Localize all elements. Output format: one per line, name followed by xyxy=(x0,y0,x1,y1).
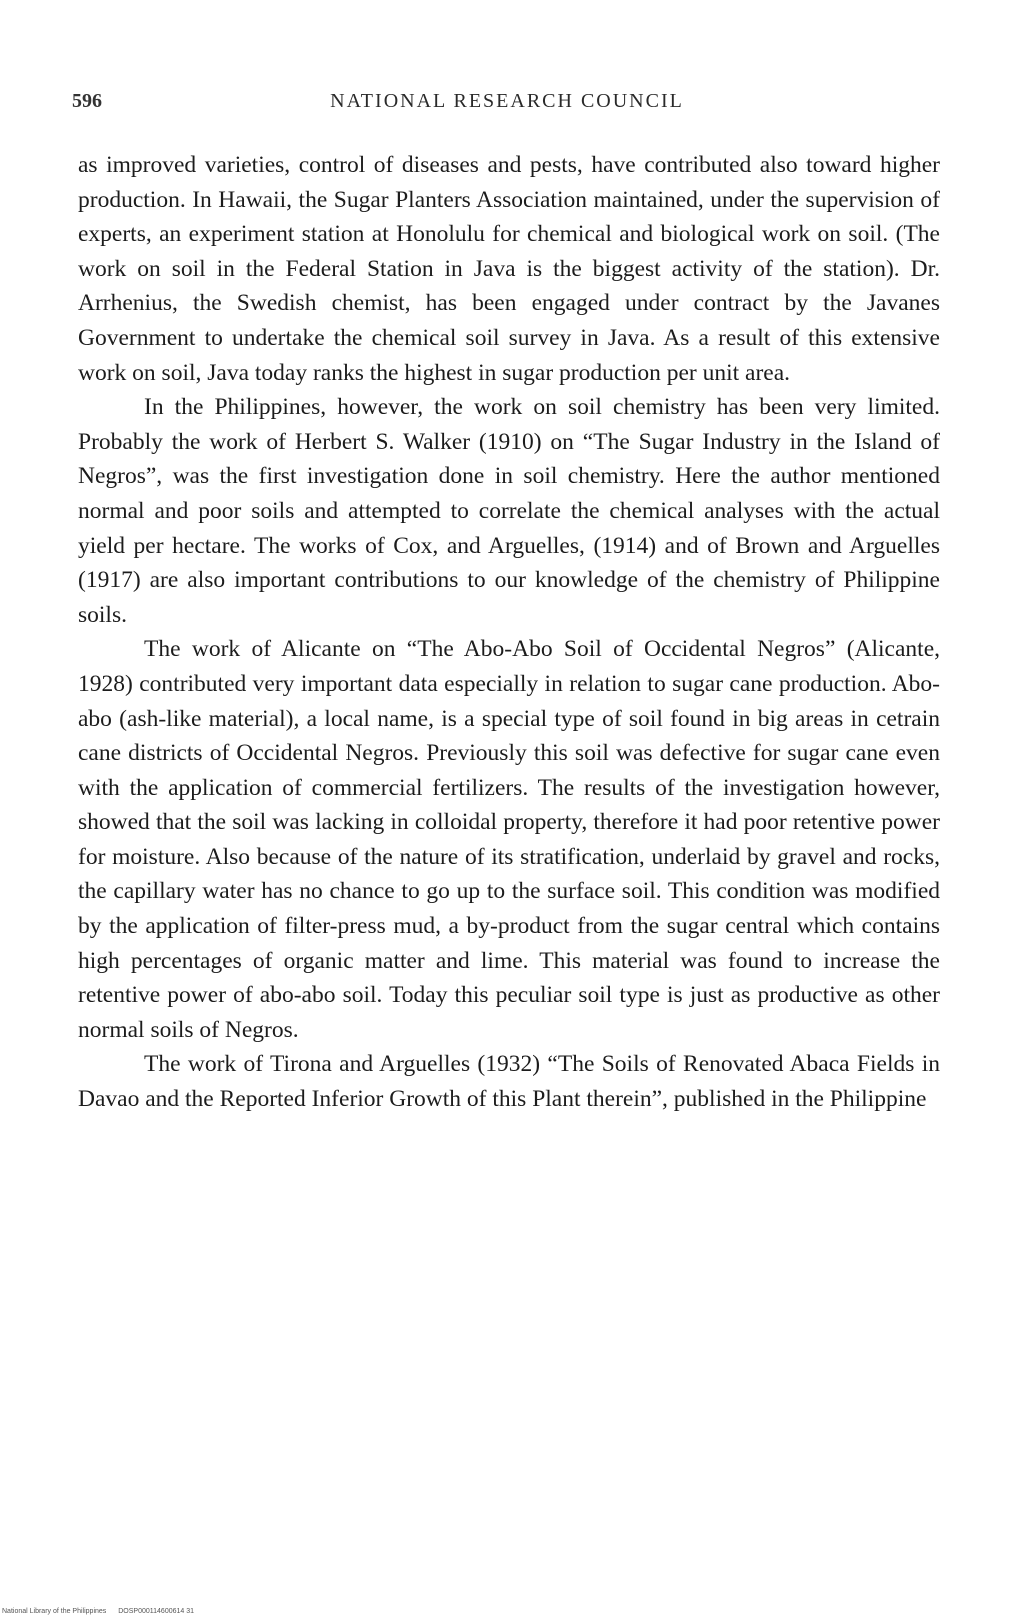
paragraph-philippines: In the Philippines, however, the work on soil chemistry has been very limited. Probably the work of Herbert S. Walker (1910) on “The Sugar Industry in the Island of Negros”, was the first investigation done in soil chemistry. Here the author mentioned normal and poor soils and attempted to correlate the chemical analyses with the actual yield per hectare. The works of Cox, and Arguelles, (1914) and of Brown and Arguelles (1917) are also important contributions to our knowledge of the chemistry of Philippine soils. xyxy=(78,394,940,628)
body-text xyxy=(78,148,940,1117)
running-title: NATIONAL RESEARCH COUNCIL xyxy=(330,90,684,112)
scan-footer xyxy=(2,1608,194,1615)
footer-code: DOSP000114600614 31 xyxy=(118,1608,195,1615)
paragraph-continued: as improved varieties, control of diseases and pests, have contributed also toward higher production. In Hawaii, the Sugar Planters Association maintained, under the supervision of experts, an experiment station at Honolulu for chemical and biological work on soil. (The work on soil in the Federal Station in Java is the biggest activity of the station). Dr. Arrhenius, the Swedish chemist, has been engaged under contract by the Javanes Government to undertake the chemical soil survey in Java. As a result of this extensive work on soil, Java today ranks the highest in sugar production per unit area. xyxy=(78,152,940,386)
paragraph-tirona: The work of Tirona and Arguelles (1932) “The Soils of Renovated Abaca Fields in Davao and the Reported Inferior Growth of this Plant therein”, published in the Philippine xyxy=(78,1051,940,1113)
paragraph-alicante: The work of Alicante on “The Abo-Abo Soil of Occidental Negros” (Alicante, 1928) contributed very important data especially in relation to sugar cane production. Abo-abo (ash-like material), a local name, is a special type of soil found in big areas in cetrain cane districts of Occidental Negros. Previously this soil was defective for sugar cane even with the application of commercial fertilizers. The results of the investigation however, showed that the soil was lacking in colloidal property, therefore it had poor retentive power for moisture. Also because of the nature of its stratification, underlaid by gravel and rocks, the capillary water has no chance to go up to the surface soil. This condition was modified by the application of filter-press mud, a by-product from the sugar central which contains high percentages of organic matter and lime. This material was found to increase the retentive power of abo-abo soil. Today this peculiar soil type is just as productive as other normal soils of Negros. xyxy=(78,636,940,1043)
footer-library: National Library of the Philippines xyxy=(2,1608,107,1615)
page-number: 596 xyxy=(72,90,102,112)
page-header xyxy=(72,90,942,120)
